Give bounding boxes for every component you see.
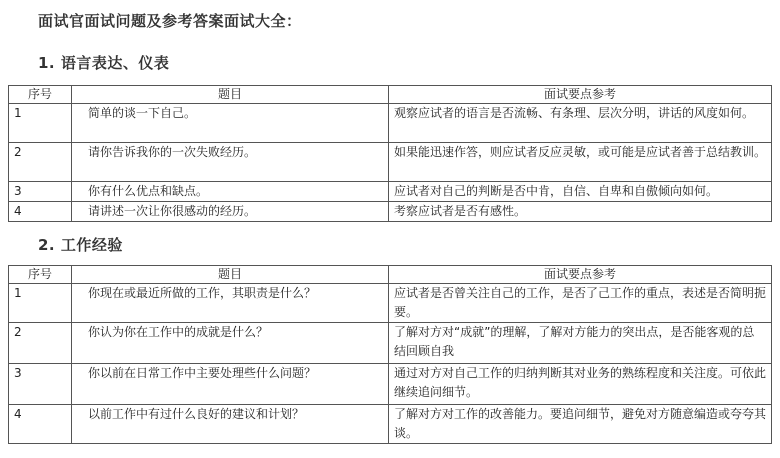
language-questions-table — [8, 85, 772, 222]
row-points: 应试者是否曾关注自己的工作，是否了己工作的重点，表述是否简明扼要。 — [389, 284, 772, 323]
row-question: 你现在或最近所做的工作，其职责是什么？ — [72, 284, 389, 323]
table-header-row — [9, 266, 772, 284]
header-question: 题目 — [72, 86, 389, 104]
table-row — [9, 182, 772, 202]
table-row — [9, 405, 772, 444]
table-row — [9, 104, 772, 143]
row-question: 你认为你在工作中的成就是什么？ — [72, 323, 389, 364]
row-points: 通过对方对自己工作的归纳判断其对业务的熟练程度和关注度。可依此继续追问细节。 — [389, 364, 772, 405]
section-heading-work-experience: 2. 工作经验 — [38, 236, 123, 254]
table-row — [9, 323, 772, 364]
row-points: 考察应试者是否有感性。 — [389, 202, 772, 222]
table-row — [9, 284, 772, 323]
row-number: 1 — [9, 284, 72, 323]
header-question: 题目 — [72, 266, 389, 284]
table-row — [9, 143, 772, 182]
page-title: 面试官面试问题及参考答案面试大全： — [38, 12, 302, 30]
row-number: 2 — [9, 143, 72, 182]
row-points: 应试者对自己的判断是否中肯，自信、自卑和自傲倾向如何。 — [389, 182, 772, 202]
row-points: 了解对方对工作的改善能力。要追问细节，避免对方随意编造或夸夸其谈。 — [389, 405, 772, 444]
work-experience-questions-table — [8, 265, 772, 444]
header-number: 序号 — [9, 266, 72, 284]
row-question: 你有什么优点和缺点。 — [72, 182, 389, 202]
row-question: 请讲述一次让你很感动的经历。 — [72, 202, 389, 222]
row-points: 了解对方对“成就”的理解，了解对方能力的突出点，是否能客观的总结回顾自我 — [389, 323, 772, 364]
row-points: 观察应试者的语言是否流畅、有条理、层次分明，讲话的风度如何。 — [389, 104, 772, 143]
table-row — [9, 202, 772, 222]
row-question: 以前工作中有过什么良好的建议和计划？ — [72, 405, 389, 444]
row-number: 4 — [9, 405, 72, 444]
row-number: 2 — [9, 323, 72, 364]
row-question: 你以前在日常工作中主要处理些什么问题？ — [72, 364, 389, 405]
row-number: 4 — [9, 202, 72, 222]
row-number: 1 — [9, 104, 72, 143]
table-header-row — [9, 86, 772, 104]
row-number: 3 — [9, 364, 72, 405]
header-points: 面试要点参考 — [389, 86, 772, 104]
section-heading-language: 1. 语言表达、仪表 — [38, 54, 170, 72]
row-points: 如果能迅速作答，则应试者反应灵敏，或可能是应试者善于总结教训。 — [389, 143, 772, 182]
row-question: 简单的谈一下自己。 — [72, 104, 389, 143]
table-row — [9, 364, 772, 405]
row-number: 3 — [9, 182, 72, 202]
header-number: 序号 — [9, 86, 72, 104]
row-question: 请你告诉我你的一次失败经历。 — [72, 143, 389, 182]
header-points: 面试要点参考 — [389, 266, 772, 284]
